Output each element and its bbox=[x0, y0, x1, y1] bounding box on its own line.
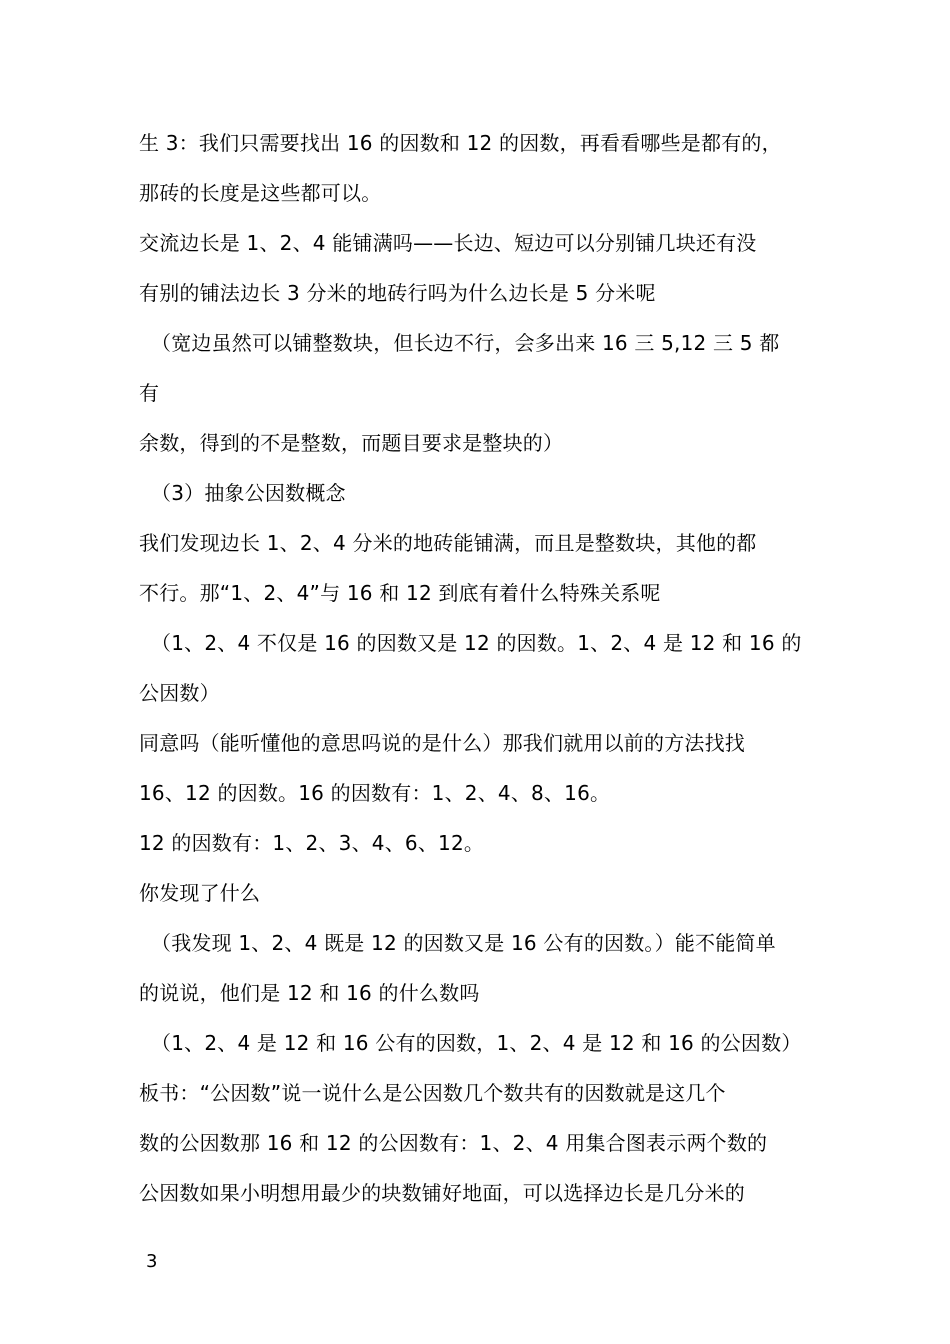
paragraph-line: 交流边长是 1、2、4 能铺满吗——长边、短边可以分别铺几块还有没 bbox=[139, 231, 757, 255]
paragraph-line: （1、2、4 是 12 和 16 公有的因数，1、2、4 是 12 和 16 的公因数） bbox=[151, 1031, 802, 1055]
paragraph-line: 那砖的长度是这些都可以。 bbox=[139, 181, 382, 205]
paragraph-line: 我们发现边长 1、2、4 分米的地砖能铺满，而且是整数块，其他的都 bbox=[139, 531, 757, 555]
page-number: 3 bbox=[146, 1251, 158, 1272]
paragraph-line: 你发现了什么 bbox=[139, 881, 261, 905]
paragraph-line: 板书：“公因数”说一说什么是公因数几个数共有的因数就是这几个 bbox=[139, 1081, 726, 1105]
paragraph-line: 不行。那“1、2、4”与 16 和 12 到底有着什么特殊关系呢 bbox=[139, 581, 661, 605]
paragraph-line: 生 3：我们只需要找出 16 的因数和 12 的因数，再看看哪些是都有的， bbox=[139, 131, 782, 155]
paragraph-line: （1、2、4 不仅是 16 的因数又是 12 的因数。1、2、4 是 12 和 16 的 bbox=[151, 631, 802, 655]
paragraph-line: 16、12 的因数。16 的因数有：1、2、4、8、16。 bbox=[139, 781, 611, 805]
paragraph-line: （我发现 1、2、4 既是 12 的因数又是 16 公有的因数。）能不能简单 bbox=[151, 931, 776, 955]
paragraph-line: 同意吗（能听懂他的意思吗说的是什么）那我们就用以前的方法找找 bbox=[139, 731, 745, 755]
paragraph-line: 余数，得到的不是整数，而题目要求是整块的） bbox=[139, 431, 564, 455]
paragraph-line: 公因数如果小明想用最少的块数铺好地面，可以选择边长是几分米的 bbox=[139, 1181, 745, 1205]
paragraph-line: 数的公因数那 16 和 12 的公因数有：1、2、4 用集合图表示两个数的 bbox=[139, 1131, 768, 1155]
paragraph-line: 有 bbox=[139, 381, 160, 405]
section-heading: （3）抽象公因数概念 bbox=[151, 481, 346, 505]
document-body bbox=[139, 118, 829, 1218]
paragraph-line: 公因数） bbox=[139, 681, 220, 705]
paragraph-line: 的说说，他们是 12 和 16 的什么数吗 bbox=[139, 981, 480, 1005]
paragraph-line: 有别的铺法边长 3 分米的地砖行吗为什么边长是 5 分米呢 bbox=[139, 281, 656, 305]
paragraph-line: （宽边虽然可以铺整数块，但长边不行，会多出来 16 三 5,12 三 5 都 bbox=[151, 331, 780, 355]
paragraph-line: 12 的因数有：1、2、3、4、6、12。 bbox=[139, 831, 485, 855]
